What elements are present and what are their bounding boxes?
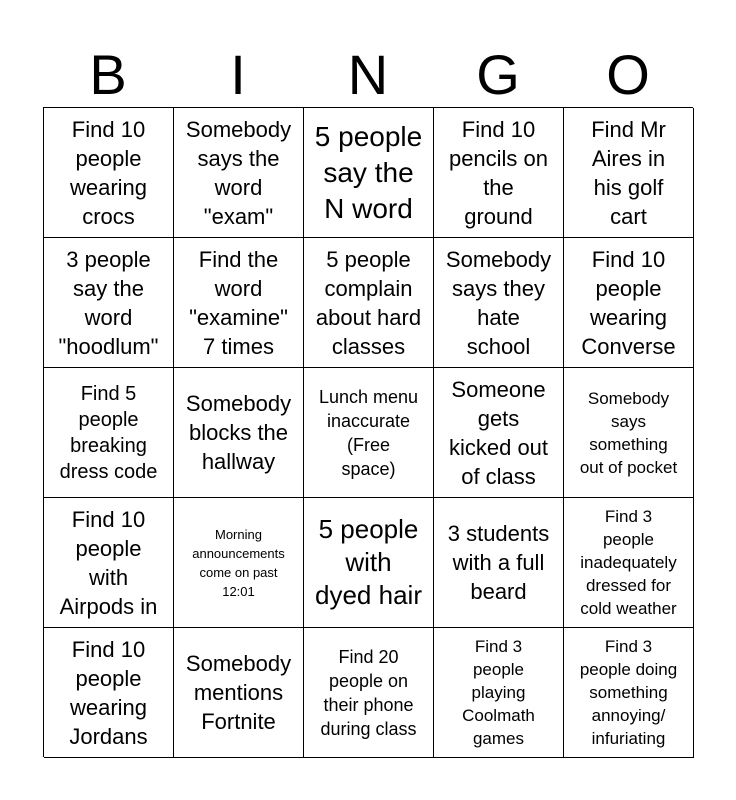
cell-text: Find the word "examine" 7 times bbox=[189, 246, 288, 359]
cell-text: Find 3 people playing Coolmath games bbox=[462, 637, 535, 748]
bingo-cell-r2-c1[interactable] bbox=[44, 238, 174, 368]
cell-text: 3 people say the word "hoodlum" bbox=[58, 246, 159, 359]
cell-text: Somebody mentions Fortnite bbox=[185, 651, 292, 734]
cell-text: Lunch menu inaccurate (Free space) bbox=[318, 386, 419, 479]
cell-text: 5 people complain about hard classes bbox=[315, 246, 422, 359]
cell-text: Find 10 people wearing crocs bbox=[69, 116, 148, 229]
header-letter-n: N bbox=[347, 43, 389, 106]
bingo-cell-r4-c3[interactable] bbox=[304, 498, 434, 628]
cell-text: Find 5 people breaking dress code bbox=[59, 382, 158, 483]
cell-text: Find 10 people with Airpods in bbox=[59, 506, 158, 619]
bingo-cell-r2-c4[interactable] bbox=[434, 238, 564, 368]
cell-text: Find 3 people inadequately dressed for cold weather bbox=[580, 507, 677, 618]
cell-text: Someone gets kicked out of class bbox=[448, 376, 549, 489]
bingo-cell-r5-c2[interactable] bbox=[174, 628, 304, 758]
cell-text: Find 10 people wearing Jordans bbox=[69, 636, 148, 749]
bingo-cell-r1-c4[interactable] bbox=[434, 108, 564, 238]
bingo-cell-r1-c5[interactable] bbox=[564, 108, 694, 238]
header-letter-b: B bbox=[89, 43, 127, 106]
cell-text: Find Mr Aires in his golf cart bbox=[591, 116, 666, 229]
bingo-header bbox=[43, 44, 693, 106]
header-letter-i: I bbox=[230, 43, 246, 106]
bingo-cell-r4-c2[interactable] bbox=[174, 498, 304, 628]
bingo-cell-r4-c5[interactable] bbox=[564, 498, 694, 628]
bingo-board bbox=[43, 107, 693, 757]
cell-text: 5 people with dyed hair bbox=[315, 514, 422, 610]
cell-text: Find 3 people doing something annoying/ infuriating bbox=[579, 637, 678, 748]
bingo-cell-r4-c4[interactable] bbox=[434, 498, 564, 628]
cell-text: Morning announcements come on past 12:01 bbox=[192, 526, 285, 599]
bingo-cell-r5-c4[interactable] bbox=[434, 628, 564, 758]
bingo-cell-r2-c3[interactable] bbox=[304, 238, 434, 368]
bingo-cell-r5-c1[interactable] bbox=[44, 628, 174, 758]
cell-text: Somebody blocks the hallway bbox=[185, 391, 292, 474]
header-letter-g: G bbox=[476, 43, 520, 106]
bingo-cell-r1-c2[interactable] bbox=[174, 108, 304, 238]
cell-text: Somebody says the word "exam" bbox=[185, 116, 292, 229]
bingo-cell-r2-c5[interactable] bbox=[564, 238, 694, 368]
cell-text: 3 students with a full beard bbox=[447, 521, 550, 604]
cell-text: 5 people say the N word bbox=[314, 120, 423, 224]
bingo-cell-r5-c3[interactable] bbox=[304, 628, 434, 758]
bingo-cell-r4-c1[interactable] bbox=[44, 498, 174, 628]
cell-text: Find 10 pencils on the ground bbox=[448, 116, 549, 229]
bingo-cell-r1-c1[interactable] bbox=[44, 108, 174, 238]
header-letter-o: O bbox=[606, 43, 650, 106]
bingo-cell-r1-c3[interactable] bbox=[304, 108, 434, 238]
cell-text: Find 10 people wearing Converse bbox=[581, 246, 676, 359]
cell-text: Somebody says they hate school bbox=[445, 246, 552, 359]
bingo-cell-r3-c2[interactable] bbox=[174, 368, 304, 498]
bingo-cell-r3-c5[interactable] bbox=[564, 368, 694, 498]
bingo-cell-r3-c1[interactable] bbox=[44, 368, 174, 498]
bingo-cell-r3-c4[interactable] bbox=[434, 368, 564, 498]
cell-text: Somebody says something out of pocket bbox=[579, 388, 678, 477]
bingo-cell-r2-c2[interactable] bbox=[174, 238, 304, 368]
bingo-free-space[interactable] bbox=[304, 368, 434, 498]
bingo-cell-r5-c5[interactable] bbox=[564, 628, 694, 758]
cell-text: Find 20 people on their phone during class bbox=[320, 646, 417, 739]
